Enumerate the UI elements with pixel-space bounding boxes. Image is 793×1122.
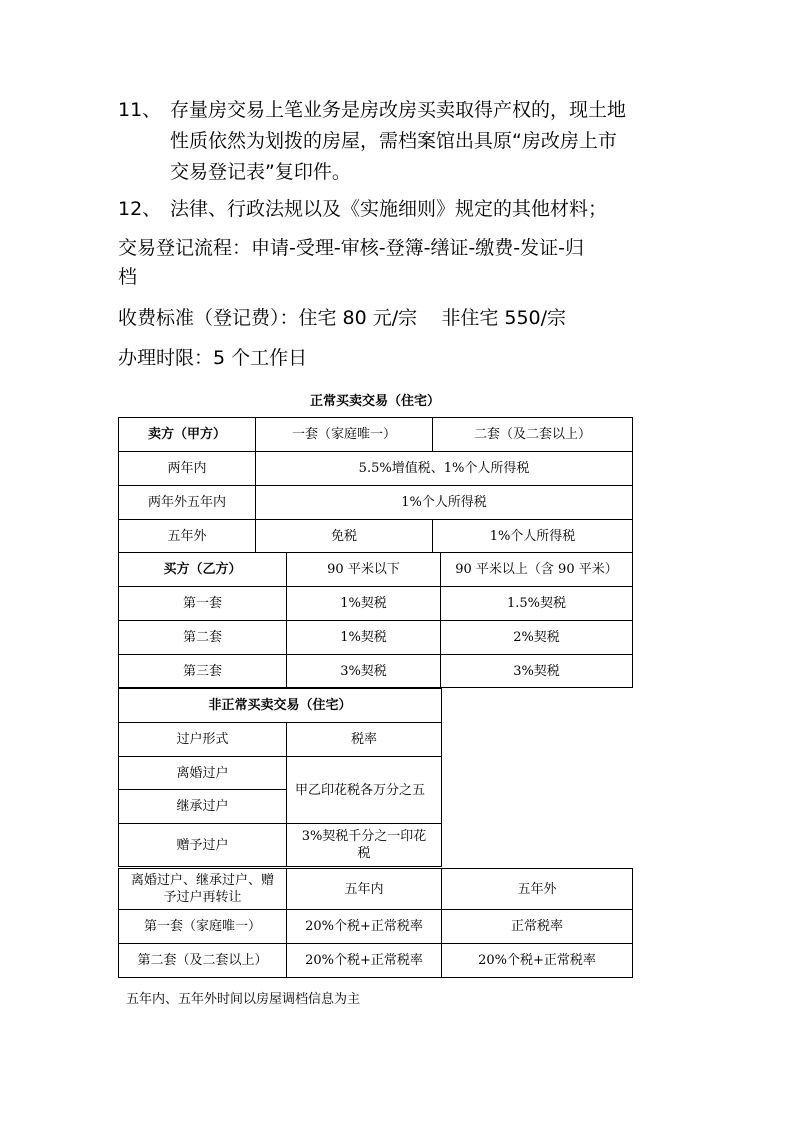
table-row bbox=[119, 689, 442, 723]
table-row bbox=[119, 553, 633, 587]
table-row bbox=[119, 452, 633, 486]
paragraph-11-line1: 存量房交易上笔业务是房改房买卖取得产权的，现土地 bbox=[170, 99, 627, 121]
row-value: 1%契税 bbox=[287, 621, 441, 655]
table-row bbox=[119, 418, 633, 452]
row-label: 五年外 bbox=[119, 520, 256, 553]
buyer-header-label: 买方（乙方） bbox=[119, 553, 287, 587]
fee-standard: 收费标准（登记费）：住宅 80 元/宗 非住宅 550/宗 bbox=[118, 307, 567, 329]
abnormal-tax-table bbox=[118, 688, 442, 867]
row-label: 第一套 bbox=[119, 587, 287, 621]
row-value: 甲乙印花税各万分之五 bbox=[287, 757, 442, 824]
abnormal-title: 非正常买卖交易（住宅） bbox=[119, 689, 442, 723]
row-value: 2%契税 bbox=[441, 621, 633, 655]
paragraph-12-text: 法律、行政法规以及《实施细则》规定的其他材料； bbox=[170, 198, 608, 220]
paragraph-11-line3: 交易登记表”复印件。 bbox=[170, 161, 351, 183]
row-label: 第一套（家庭唯一） bbox=[119, 910, 287, 944]
seller-header-two: 二套（及二套以上） bbox=[433, 418, 633, 452]
table-row bbox=[119, 621, 633, 655]
row-label: 继承过户 bbox=[119, 790, 287, 824]
row-label: 第二套（及二套以上） bbox=[119, 944, 287, 978]
resale-header-label: 离婚过户、继承过户、赠予过户再转让 bbox=[119, 869, 287, 910]
resale-header-beyond: 五年外 bbox=[442, 869, 633, 910]
row-label: 赠予过户 bbox=[119, 824, 287, 867]
buyer-header-large: 90 平米以上（含 90 平米） bbox=[441, 553, 633, 587]
table-row bbox=[119, 520, 633, 553]
row-value: 5.5%增值税、1%个人所得税 bbox=[256, 452, 633, 486]
abnormal-header-rate: 税率 bbox=[287, 723, 442, 757]
seller-header-one: 一套（家庭唯一） bbox=[256, 418, 433, 452]
paragraph-number: 11、 bbox=[118, 99, 162, 121]
row-value: 20%个税+正常税率 bbox=[287, 910, 442, 944]
buyer-header-small: 90 平米以下 bbox=[287, 553, 441, 587]
row-value: 1%契税 bbox=[287, 587, 441, 621]
paragraph-12 bbox=[118, 194, 607, 225]
row-label: 离婚过户 bbox=[119, 757, 287, 790]
row-value: 3%契税千分之一印花税 bbox=[287, 824, 442, 867]
table-row bbox=[119, 824, 442, 867]
row-label: 两年内 bbox=[119, 452, 256, 486]
resale-tax-table bbox=[118, 868, 633, 978]
flow-line1: 交易登记流程：申请-受理-审核-登簿-缮证-缴费-发证-归 bbox=[118, 237, 584, 259]
footnote: 五年内、五年外时间以房屋调档信息为主 bbox=[126, 992, 361, 1007]
table-row bbox=[119, 910, 633, 944]
paragraph-11 bbox=[118, 95, 626, 126]
row-value: 1.5%契税 bbox=[441, 587, 633, 621]
row-value: 1%个人所得税 bbox=[256, 486, 633, 520]
abnormal-header-type: 过户形式 bbox=[119, 723, 287, 757]
row-value: 3%契税 bbox=[287, 655, 441, 688]
row-value: 1%个人所得税 bbox=[433, 520, 633, 553]
row-label: 第二套 bbox=[119, 621, 287, 655]
row-label: 第三套 bbox=[119, 655, 287, 688]
row-value: 3%契税 bbox=[441, 655, 633, 688]
table-caption: 正常买卖交易（住宅） bbox=[309, 394, 440, 409]
row-label: 两年外五年内 bbox=[119, 486, 256, 520]
table-row bbox=[119, 723, 442, 757]
table-row bbox=[119, 655, 633, 688]
paragraph-11-line2: 性质依然为划拨的房屋，需档案馆出具原“房改房上市 bbox=[170, 130, 617, 152]
row-value: 免税 bbox=[256, 520, 433, 553]
processing-time: 办理时限：5 个工作日 bbox=[118, 347, 308, 369]
row-value: 20%个税+正常税率 bbox=[442, 944, 633, 978]
table-row bbox=[119, 757, 442, 790]
table-row bbox=[119, 587, 633, 621]
row-value: 20%个税+正常税率 bbox=[287, 944, 442, 978]
table-row bbox=[119, 486, 633, 520]
resale-header-within: 五年内 bbox=[287, 869, 442, 910]
table-row bbox=[119, 869, 633, 910]
paragraph-number: 12、 bbox=[118, 198, 162, 220]
buyer-tax-table bbox=[118, 552, 633, 688]
table-row bbox=[119, 944, 633, 978]
seller-header-label: 卖方（甲方） bbox=[119, 418, 256, 452]
flow-line2: 档 bbox=[118, 266, 138, 288]
row-value: 正常税率 bbox=[442, 910, 633, 944]
seller-tax-table bbox=[118, 417, 633, 553]
